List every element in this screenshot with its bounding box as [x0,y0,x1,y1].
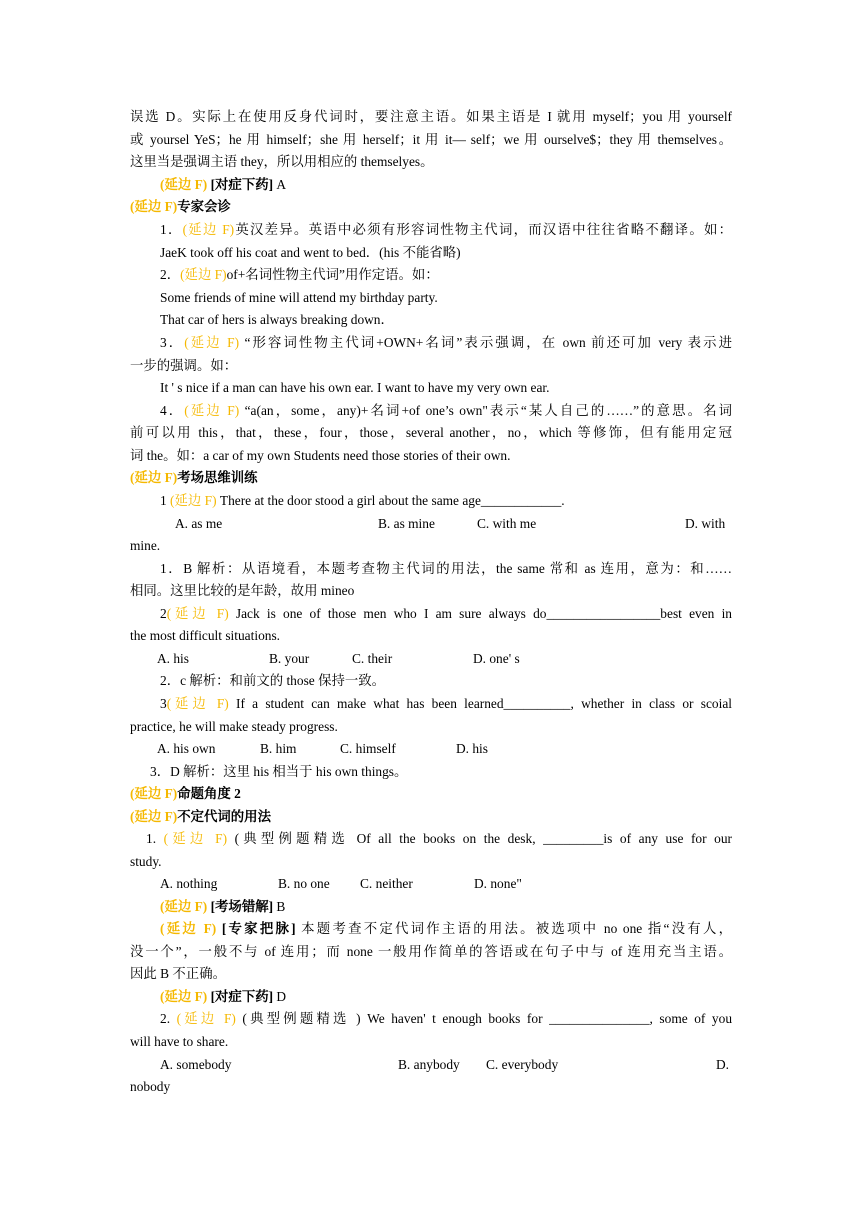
heading-text: 考场思维训练 [177,470,258,485]
source-tag: (延边 F) [166,696,229,711]
paragraph-line: nobody [130,1079,171,1094]
answer-line [160,175,762,195]
option-d: D. his [456,741,488,756]
question-line [160,604,732,624]
paragraph-line: the most difficult situations. [130,628,281,643]
section-heading [130,807,732,827]
section-label: [专家把脉] [216,921,296,936]
options-row [0,649,860,669]
option-b: B. anybody [398,1057,460,1072]
question-text: There at the door stood a girl about the same age____________. [216,493,565,508]
answer-line [160,987,762,1007]
option-b: B. your [269,651,310,666]
paragraph-line: will have to share. [130,1034,229,1049]
paragraph-line: practice, he will make steady progress. [130,719,338,734]
source-tag: (延边 F) [130,786,178,801]
explanation-line: 3．D 解析：这里 his 相当于 his own things。 [150,764,408,779]
item-number: 3 [160,696,167,711]
source-tag: (延边 F) [160,899,208,914]
question-line [146,829,732,849]
item-number: 1. [146,831,164,846]
question-text: (典型例题精选 Of all the books on the desk, _________is of any use for our [227,831,733,846]
options-row [0,1055,860,1075]
option-a: A. his [157,651,189,666]
option-d: D. [716,1057,730,1072]
source-tag: (延边 F) [163,831,228,846]
paragraph-line: 一步的强调。如： [130,358,238,373]
example-line: Some friends of mine will attend my birthday party. [160,290,438,305]
section-heading [130,468,732,488]
answer-text: B [273,899,286,914]
item-number: 1． [160,222,183,237]
option-d: D. one' s [473,651,520,666]
option-a: A. his own [157,741,216,756]
answer-line [160,919,732,939]
paragraph-line: 前可以用 this，that，these，four，those，several another，no，which 等修饰，但有能用定冠 [130,425,732,440]
section-heading [130,197,732,217]
paragraph-line [160,401,732,421]
item-text: “形容词性物主代词+OWN+名词”表示强调，在 own 前还可加 very 表示进 [239,335,732,350]
item-number: 2. [160,1011,177,1026]
example-line: JaeK took off his coat and went to bed．(his 不能省略) [160,245,461,260]
section-heading [130,784,732,804]
answer-line [160,897,762,917]
option-a: A. somebody [160,1057,232,1072]
answer-text: A [273,177,287,192]
example-line: That car of hers is always breaking down． [160,312,394,327]
heading-text: 不定代词的用法 [177,809,271,824]
paragraph-line: 或 yoursel YeS；he 用 himself；she 用 herself；it 用 it— self；we 用 ourselve$；they 用 themselves。 [130,132,732,147]
option-c: C. neither [360,876,413,891]
question-line [160,694,732,714]
explanation-line: 1．B 解析：从语境看，本题考查物主代词的用法，the same 常和 as 连用，意为：和…… [160,561,732,576]
item-text: 英汉差异。英语中必须有形容词性物主代词，而汉语中往往省略不翻译。如： [234,222,732,237]
paragraph-line: study. [130,854,162,869]
paragraph-line: 误选 D。实际上在使用反身代词时，要注意主语。如果主语是 I 就用 myself；you 用 yourself [130,109,732,124]
paragraph-line: 因此 B 不正确。 [130,966,226,981]
paragraph-line [160,265,762,285]
option-c: C. with me [477,516,537,531]
section-label: [考场错解] [207,899,274,914]
source-tag: (延边 F) [182,222,235,237]
option-b: B. no one [278,876,330,891]
item-number: 1 [160,493,171,508]
question-text: Jack is one of those men who I am sure always do_________________best even in [228,606,732,621]
source-tag: (延边 F) [160,177,208,192]
source-tag: (延边 F) [184,335,240,350]
heading-text: 专家会诊 [177,199,231,214]
options-row [0,514,860,534]
item-number: 2 [160,606,167,621]
item-number: 4． [160,403,185,418]
source-tag: (延边 F) [130,809,178,824]
option-c: C. their [352,651,393,666]
item-text: “a(an，some，any)+名词+of one’s own"表示“某人自己的……”的意思。名词 [239,403,732,418]
option-d: D. none" [474,876,522,891]
item-number: 2． [160,267,181,282]
option-c: C. himself [340,741,396,756]
source-tag: (延边 F) [130,199,178,214]
answer-text: D [273,989,287,1004]
item-text: of+名词性物主代词”用作定语。如： [226,267,439,282]
paragraph-line: 这里当是强调主语 they，所以用相应的 themselyes。 [130,154,434,169]
option-d: D. with [685,516,726,531]
source-tag: (延边 F) [170,493,217,508]
paragraph-line [160,220,732,240]
section-label: [对症下药] [207,989,274,1004]
option-b: B. as mine [378,516,435,531]
question-text: (典型例题精选 ) We haven' t enough books for _______________, some of you [235,1011,733,1026]
paragraph-line: mine. [130,538,161,553]
heading-text: 命题角度 2 [177,786,241,801]
source-tag: (延边 F) [176,1011,236,1026]
section-label: [对症下药] [207,177,274,192]
explanation-line: 2．c 解析：和前文的 those 保持一致。 [160,673,386,688]
option-a: A. nothing [160,876,218,891]
example-line: It ' s nice if a man can have his own ear. I want to have my very own ear. [160,380,550,395]
question-line [160,491,762,511]
option-a: A. as me [175,516,223,531]
source-tag: (延边 F) [160,921,217,936]
paragraph-line [160,333,732,353]
source-tag: (延边 F) [184,403,240,418]
question-line [160,1009,732,1029]
item-number: 3． [160,335,185,350]
options-row [0,874,860,894]
paragraph-line: 没一个”，一般不与 of 连用；而 none 一般用作简单的答语或在句子中与 of 连用充当主语。 [130,944,732,959]
source-tag: (延边 F) [180,267,227,282]
paragraph-line: 词 the。如：a car of my own Students need those stories of their own. [130,448,511,463]
options-row [0,739,860,759]
source-tag: (延边 F) [166,606,229,621]
answer-text: 本题考查不定代词作主语的用法。被选项中 no one 指“没有人， [295,921,732,936]
source-tag: (延边 F) [130,470,178,485]
explanation-line: 相同。这里比较的是年龄，故用 mineo [130,583,355,598]
option-c: C. everybody [486,1057,559,1072]
question-text: If a student can make what has been learned__________, whether in class or scoial [228,696,732,711]
option-b: B. him [260,741,297,756]
source-tag: (延边 F) [160,989,208,1004]
